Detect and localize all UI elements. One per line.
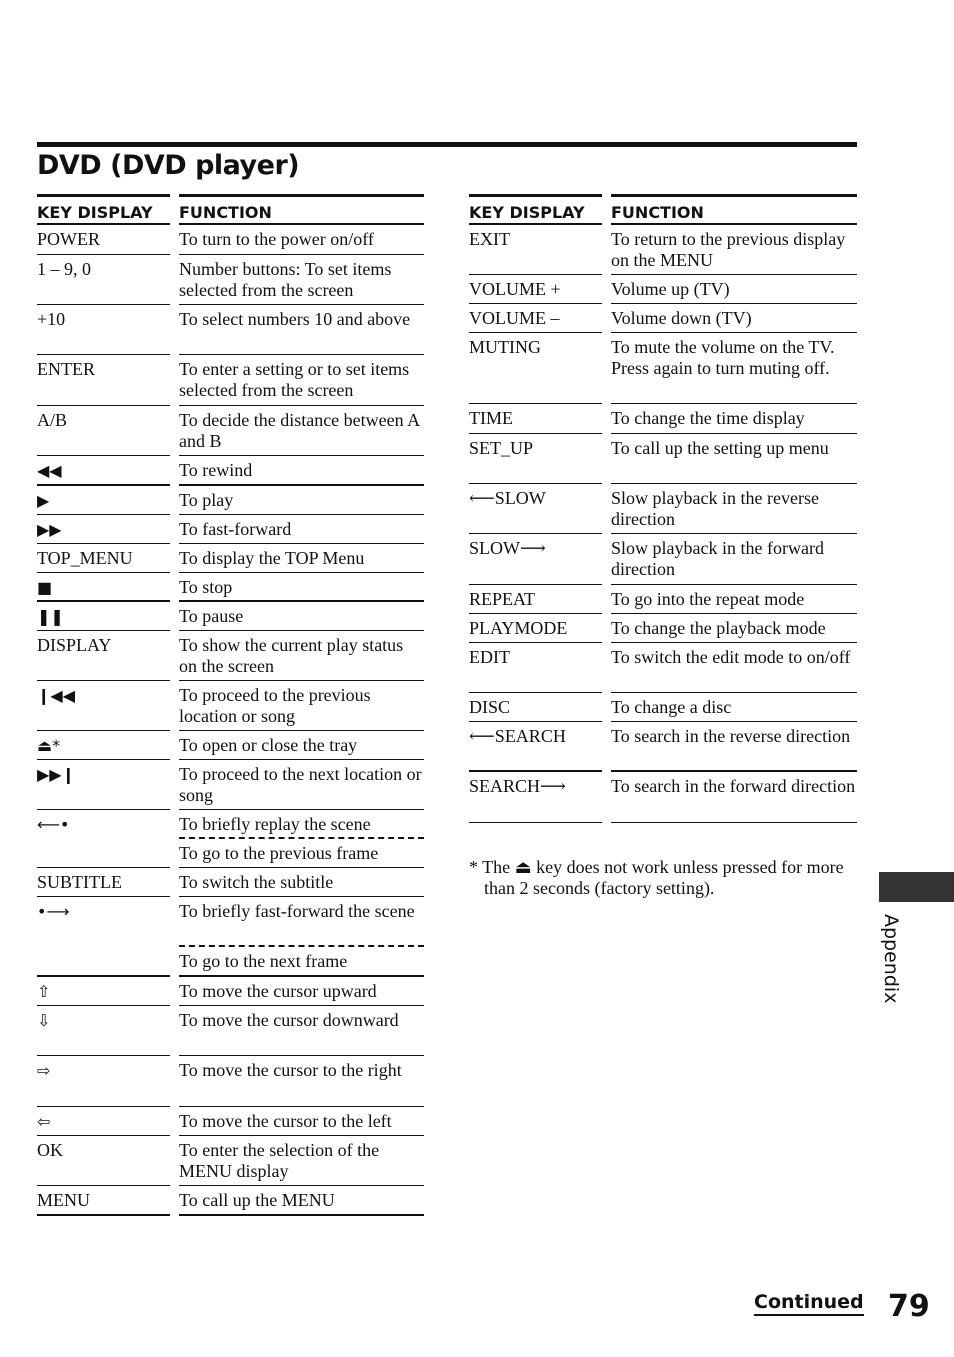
key-label: TIME bbox=[469, 404, 602, 434]
function-text: To play bbox=[179, 486, 424, 515]
table-row bbox=[469, 304, 857, 333]
arrow-down-icon: ⇩ bbox=[37, 1006, 170, 1056]
function-text: To move the cursor to the left bbox=[179, 1107, 424, 1136]
table-row bbox=[37, 225, 424, 255]
table-row bbox=[37, 977, 424, 1006]
key-label: SLOW⟶ bbox=[469, 534, 602, 585]
function-text: To open or close the tray bbox=[179, 731, 424, 760]
arrow-up-icon: ⇧ bbox=[37, 977, 170, 1006]
key-label: +10 bbox=[37, 305, 170, 355]
table-row bbox=[469, 585, 857, 614]
table-header bbox=[469, 194, 857, 225]
next-track-icon: ▶▶❙ bbox=[37, 760, 170, 810]
key-label: SUBTITLE bbox=[37, 868, 170, 897]
table-row bbox=[37, 760, 424, 810]
key-label: SEARCH⟶ bbox=[469, 772, 602, 823]
table-row bbox=[37, 810, 424, 839]
continued-label: Continued bbox=[754, 1290, 864, 1316]
function-text: To search in the forward direction bbox=[611, 772, 857, 823]
function-text: To switch the edit mode to on/off bbox=[611, 643, 857, 693]
function-text: To proceed to the previous location or song bbox=[179, 681, 424, 731]
table-row bbox=[37, 544, 424, 573]
key-label: POWER bbox=[37, 225, 170, 255]
page-title: DVD (DVD player) bbox=[37, 150, 300, 181]
table-row bbox=[37, 868, 424, 897]
function-text: Volume up (TV) bbox=[611, 275, 857, 304]
table-row bbox=[37, 515, 424, 544]
pause-icon: ❚❚ bbox=[37, 602, 170, 631]
key-label: OK bbox=[37, 1136, 170, 1186]
function-text: To call up the MENU bbox=[179, 1186, 424, 1216]
table-row bbox=[37, 486, 424, 515]
arrow-right-icon: ⇨ bbox=[37, 1056, 170, 1107]
table-row bbox=[469, 693, 857, 722]
instant-advance-icon: •⟶ bbox=[37, 902, 70, 921]
table-row bbox=[37, 947, 424, 977]
table-row bbox=[37, 406, 424, 456]
table-row bbox=[37, 255, 424, 305]
arrow-left-icon: ⇦ bbox=[37, 1107, 170, 1136]
function-text: To return to the previous display on the MENU bbox=[611, 225, 857, 275]
right-key-table bbox=[469, 194, 857, 823]
function-text: To go to the previous frame bbox=[179, 839, 424, 868]
table-row bbox=[469, 225, 857, 275]
function-text: To change the time display bbox=[611, 404, 857, 434]
appendix-label: Appendix bbox=[880, 914, 902, 1004]
table-row bbox=[469, 643, 857, 693]
table-row bbox=[469, 614, 857, 643]
table-row bbox=[37, 1136, 424, 1186]
function-text: To mute the volume on the TV. Press again to turn muting off. bbox=[611, 333, 857, 404]
table-row bbox=[37, 1006, 424, 1056]
table-row bbox=[37, 1056, 424, 1107]
rewind-icon: ◀◀ bbox=[37, 456, 170, 486]
top-rule bbox=[37, 142, 857, 147]
function-text: To search in the reverse direction bbox=[611, 722, 857, 772]
key-label: REPEAT bbox=[469, 585, 602, 614]
table-row bbox=[37, 355, 424, 406]
function-text: To change a disc bbox=[611, 693, 857, 722]
left-key-table bbox=[37, 194, 424, 1216]
table-row bbox=[37, 897, 424, 947]
function-text: To go to the next frame bbox=[179, 947, 424, 977]
function-text: To move the cursor to the right bbox=[179, 1056, 424, 1107]
eject-icon: ⏏* bbox=[37, 731, 170, 760]
function-text: To proceed to the next location or song bbox=[179, 760, 424, 810]
key-label: ⟵SLOW bbox=[469, 484, 602, 534]
table-row bbox=[469, 404, 857, 434]
function-text: To call up the setting up menu bbox=[611, 434, 857, 484]
table-row bbox=[37, 602, 424, 631]
function-text: To fast-forward bbox=[179, 515, 424, 544]
function-text: To stop bbox=[179, 573, 424, 602]
key-label: ENTER bbox=[37, 355, 170, 406]
key-display-header: KEY DISPLAY bbox=[469, 194, 602, 225]
key-label: DISC bbox=[469, 693, 602, 722]
key-label: EDIT bbox=[469, 643, 602, 693]
function-text: To turn to the power on/off bbox=[179, 225, 424, 255]
function-text: To display the TOP Menu bbox=[179, 544, 424, 573]
table-row bbox=[37, 573, 424, 602]
table-row bbox=[469, 772, 857, 823]
key-label: MUTING bbox=[469, 333, 602, 404]
function-text: To briefly replay the scene bbox=[179, 810, 424, 839]
table-row bbox=[37, 305, 424, 355]
key-label-empty bbox=[37, 839, 170, 868]
instant-replay-icon: ⟵• bbox=[37, 815, 70, 834]
function-text: To briefly fast-forward the scene bbox=[179, 897, 424, 947]
key-label: PLAYMODE bbox=[469, 614, 602, 643]
function-text: Slow playback in the forward direction bbox=[611, 534, 857, 585]
table-row bbox=[37, 839, 424, 868]
table-row bbox=[37, 1186, 424, 1216]
key-label: EXIT bbox=[469, 225, 602, 275]
table-row bbox=[469, 534, 857, 585]
key-display-header: KEY DISPLAY bbox=[37, 194, 170, 225]
table-header bbox=[37, 194, 424, 225]
key-label: 1 – 9, 0 bbox=[37, 255, 170, 305]
key-label: VOLUME – bbox=[469, 304, 602, 333]
function-text: To move the cursor downward bbox=[179, 1006, 424, 1056]
function-text: Volume down (TV) bbox=[611, 304, 857, 333]
key-label: ⟵SEARCH bbox=[469, 722, 602, 772]
key-label: DISPLAY bbox=[37, 631, 170, 681]
table-row bbox=[469, 434, 857, 484]
play-icon: ▶ bbox=[37, 486, 170, 515]
previous-track-icon: ❙◀◀ bbox=[37, 681, 170, 731]
appendix-tab bbox=[879, 872, 954, 902]
key-label: VOLUME + bbox=[469, 275, 602, 304]
function-text: To decide the distance between A and B bbox=[179, 406, 424, 456]
function-text: To enter a setting or to set items selected from the screen bbox=[179, 355, 424, 406]
function-header: FUNCTION bbox=[611, 194, 857, 225]
table-row bbox=[469, 484, 857, 534]
table-row bbox=[37, 1107, 424, 1136]
function-text: To go into the repeat mode bbox=[611, 585, 857, 614]
table-row bbox=[469, 275, 857, 304]
function-text: To move the cursor upward bbox=[179, 977, 424, 1006]
key-label: A/B bbox=[37, 406, 170, 456]
stop-icon: ■ bbox=[37, 573, 170, 602]
function-text: Number buttons: To set items selected from the screen bbox=[179, 255, 424, 305]
function-text: To rewind bbox=[179, 456, 424, 486]
table-row bbox=[469, 722, 857, 772]
function-text: To enter the selection of the MENU display bbox=[179, 1136, 424, 1186]
table-row bbox=[37, 631, 424, 681]
function-text: To change the playback mode bbox=[611, 614, 857, 643]
key-label-empty bbox=[37, 947, 170, 977]
function-text: To show the current play status on the screen bbox=[179, 631, 424, 681]
function-text: To switch the subtitle bbox=[179, 868, 424, 897]
table-row bbox=[37, 456, 424, 486]
fast-forward-icon: ▶▶ bbox=[37, 515, 170, 544]
key-label: SET_UP bbox=[469, 434, 602, 484]
function-text: Slow playback in the reverse direction bbox=[611, 484, 857, 534]
table-row bbox=[37, 731, 424, 760]
function-text: To select numbers 10 and above bbox=[179, 305, 424, 355]
footnote: * The ⏏ key does not work unless pressed for more than 2 seconds (factory setting). bbox=[469, 857, 844, 898]
table-row bbox=[37, 681, 424, 731]
function-header: FUNCTION bbox=[179, 194, 424, 225]
table-row bbox=[469, 333, 857, 404]
function-text: To pause bbox=[179, 602, 424, 631]
key-label: TOP_MENU bbox=[37, 544, 170, 573]
key-label: MENU bbox=[37, 1186, 170, 1216]
page-number: 79 bbox=[888, 1289, 930, 1324]
